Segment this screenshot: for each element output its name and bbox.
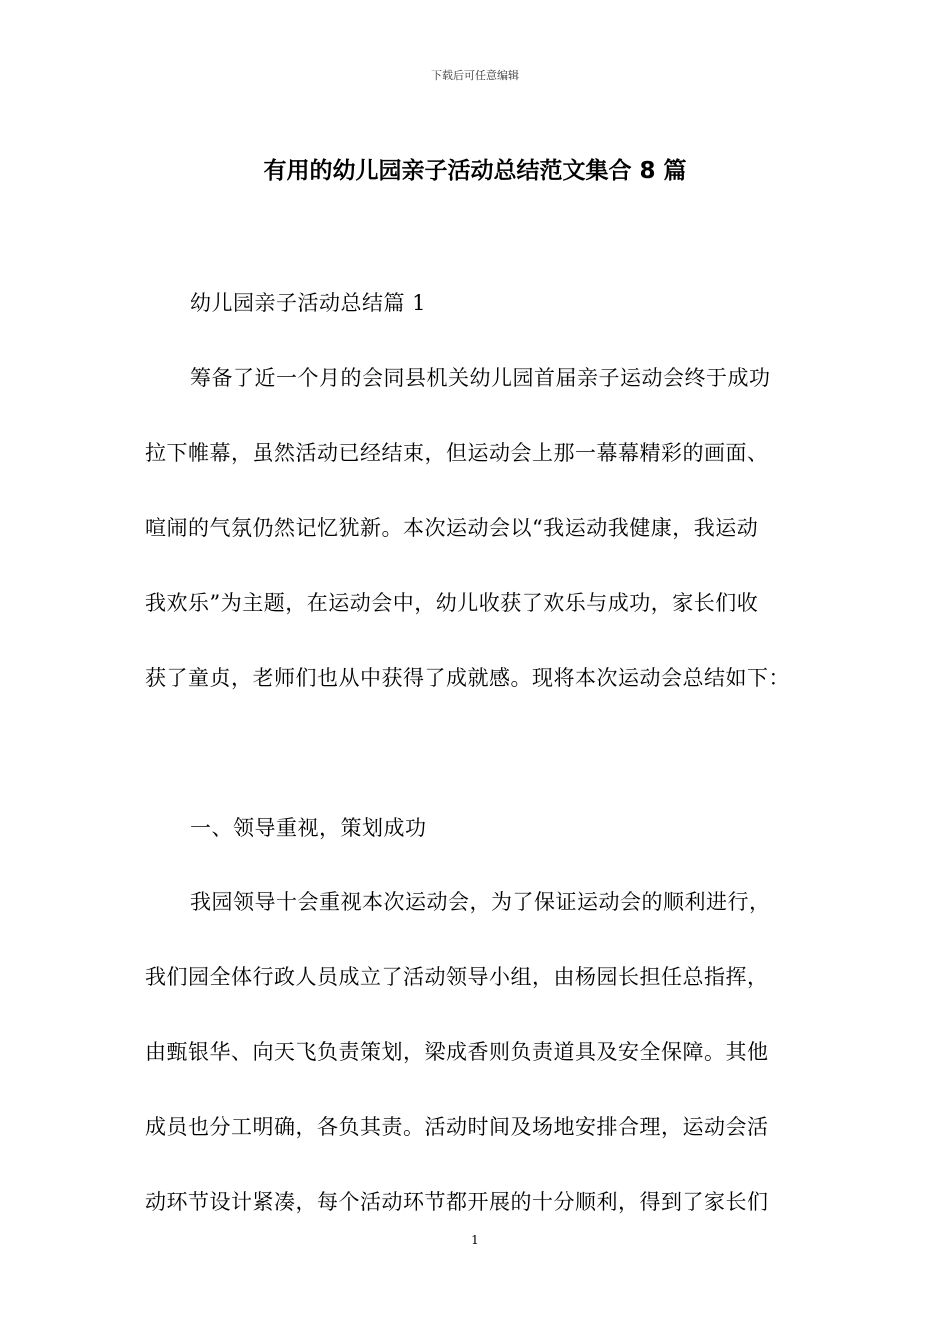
paragraph-line: 成员也分工明确，各负其责。活动时间及场地安排合理，运动会活	[145, 1115, 769, 1139]
paragraph-line: 喧闹的气氛仍然记忆犹新。本次运动会以“我运动我健康，我运动	[145, 516, 759, 540]
paragraph-line: 我们园全体行政人员成立了活动领导小组，由杨园长担任总指挥，	[145, 965, 769, 989]
paragraph-line: 动环节设计紧凑，每个活动环节都开展的十分顺利，得到了家长们	[145, 1190, 769, 1214]
paragraph-line: 由甄银华、向天飞负责策划，梁成香则负责道具及安全保障。其他	[145, 1040, 769, 1064]
paragraph-line: 获了童贞，老师们也从中获得了成就感。现将本次运动会总结如下：	[145, 666, 790, 690]
header-note: 下载后可任意编辑	[431, 69, 519, 82]
paragraph-line: 筹备了近一个月的会同县机关幼儿园首届亲子运动会终于成功	[190, 366, 771, 390]
paragraph-line: 我园领导十会重视本次运动会，为了保证运动会的顺利进行，	[190, 890, 771, 914]
page-number: 1	[471, 1233, 479, 1247]
paragraph-line: 拉下帷幕，虽然活动已经结束，但运动会上那一幕幕精彩的画面、	[145, 441, 769, 465]
paragraph-line: 我欢乐”为主题，在运动会中，幼儿收获了欢乐与成功，家长们收	[145, 591, 759, 615]
document-title: 有用的幼儿园亲子活动总结范文集合 8 篇	[263, 158, 687, 184]
section-heading: 一、领导重视，策划成功	[190, 816, 427, 840]
section-heading: 幼儿园亲子活动总结篇 1	[190, 291, 427, 315]
